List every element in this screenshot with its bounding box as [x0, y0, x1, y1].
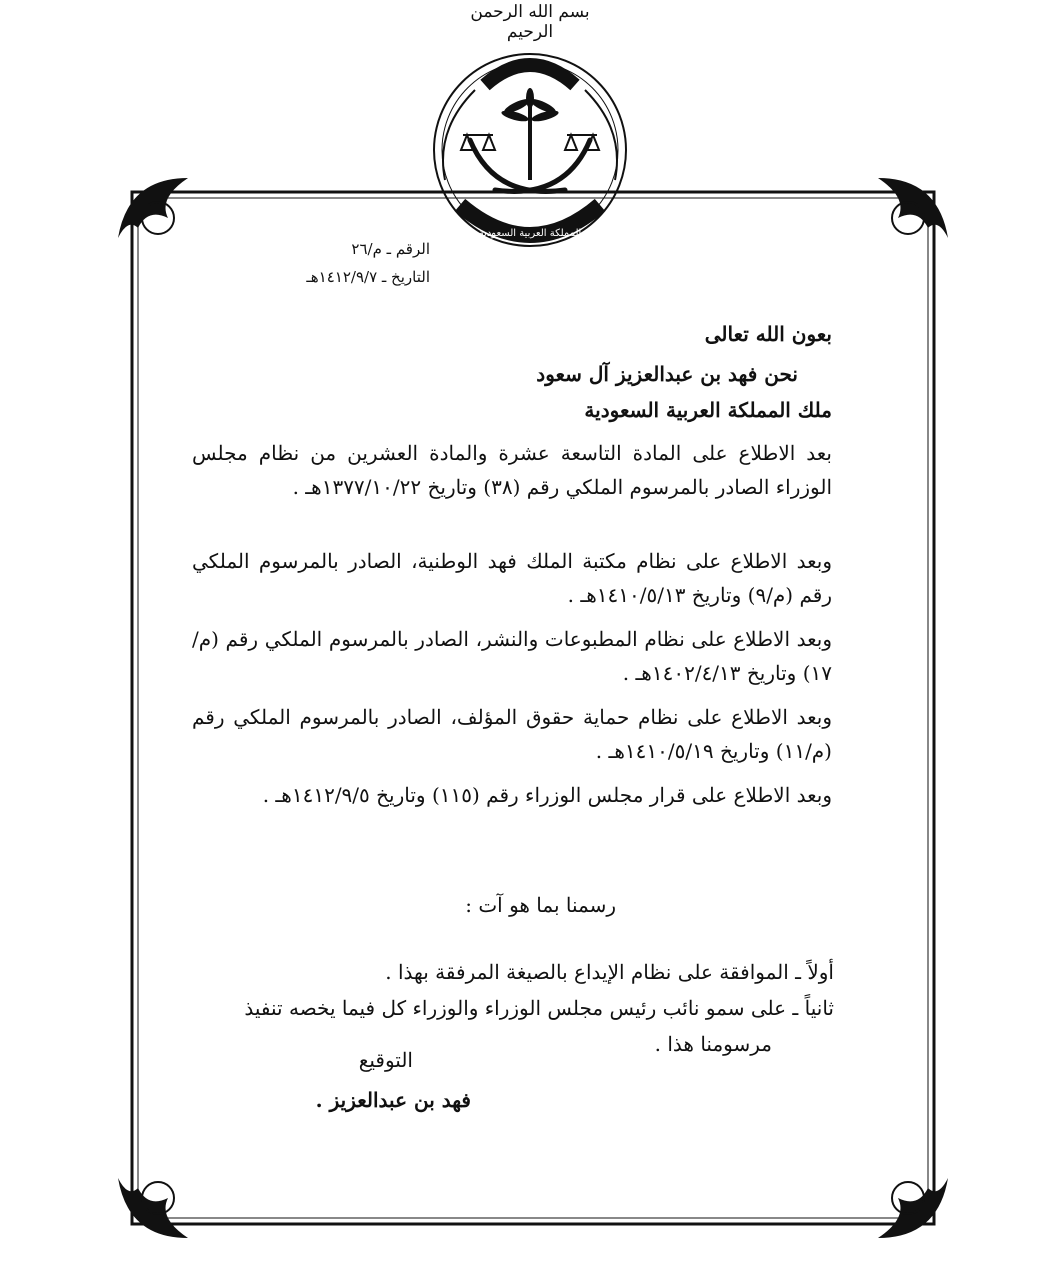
decree-item-second-cont: مرسومنا هذا .: [654, 1032, 772, 1056]
preamble-paragraph: وبعد الاطلاع على نظام مكتبة الملك فهد الوطنية، الصادر بالمرسوم الملكي رقم (م/٩) وتاريخ ١٤١٠/٥/١٣هـ .: [192, 549, 832, 607]
opening-line-1: بعون الله تعالى: [704, 322, 832, 346]
opening-line-3: ملك المملكة العربية السعودية: [584, 398, 832, 422]
decree-item-second: ثانياً ـ على سمو نائب رئيس مجلس الوزراء والوزراء كل فيما يخصه تنفيذ: [244, 996, 834, 1020]
opening-line-2: نحن فهد بن عبدالعزيز آل سعود: [536, 362, 798, 386]
preamble-paragraph: وبعد الاطلاع على قرار مجلس الوزراء رقم (١١٥) وتاريخ ١٤١٢/٩/٥هـ .: [262, 783, 832, 807]
emblem-caption: المملكة العربية السعودية: [478, 228, 582, 239]
signature-name: فهد بن عبدالعزيز .: [315, 1088, 471, 1112]
decree-item-first: أولاً ـ الموافقة على نظام الإيداع بالصيغة المرفقة بهذا .: [385, 960, 834, 984]
preamble-paragraph: وبعد الاطلاع على نظام حماية حقوق المؤلف، الصادر بالمرسوم الملكي رقم (م/١١) وتاريخ ١٤١٠/٥/١٩هـ .: [192, 705, 832, 763]
decree-heading: رسمنا بما هو آت :: [465, 893, 616, 917]
preamble-paragraph: وبعد الاطلاع على نظام المطبوعات والنشر، الصادر بالمرسوم الملكي رقم (م/١٧) وتاريخ ١٤٠٢/٤/١٣هـ .: [192, 627, 832, 685]
reference-date: التاريخ ـ ١٤١٢/٩/٧هـ: [306, 268, 430, 286]
signature-label: التوقيع: [358, 1048, 413, 1072]
preamble-paragraph: بعد الاطلاع على المادة التاسعة عشرة والمادة العشرين من نظام مجلس الوزراء الصادر بالمرسوم الملكي رقم (٣٨) وتاريخ ١٣٧٧/١٠/٢٢هـ .: [192, 441, 832, 499]
basmala: بسم الله الرحمن الرحيم: [470, 2, 590, 42]
reference-number: الرقم ـ م/٢٦: [351, 240, 430, 258]
